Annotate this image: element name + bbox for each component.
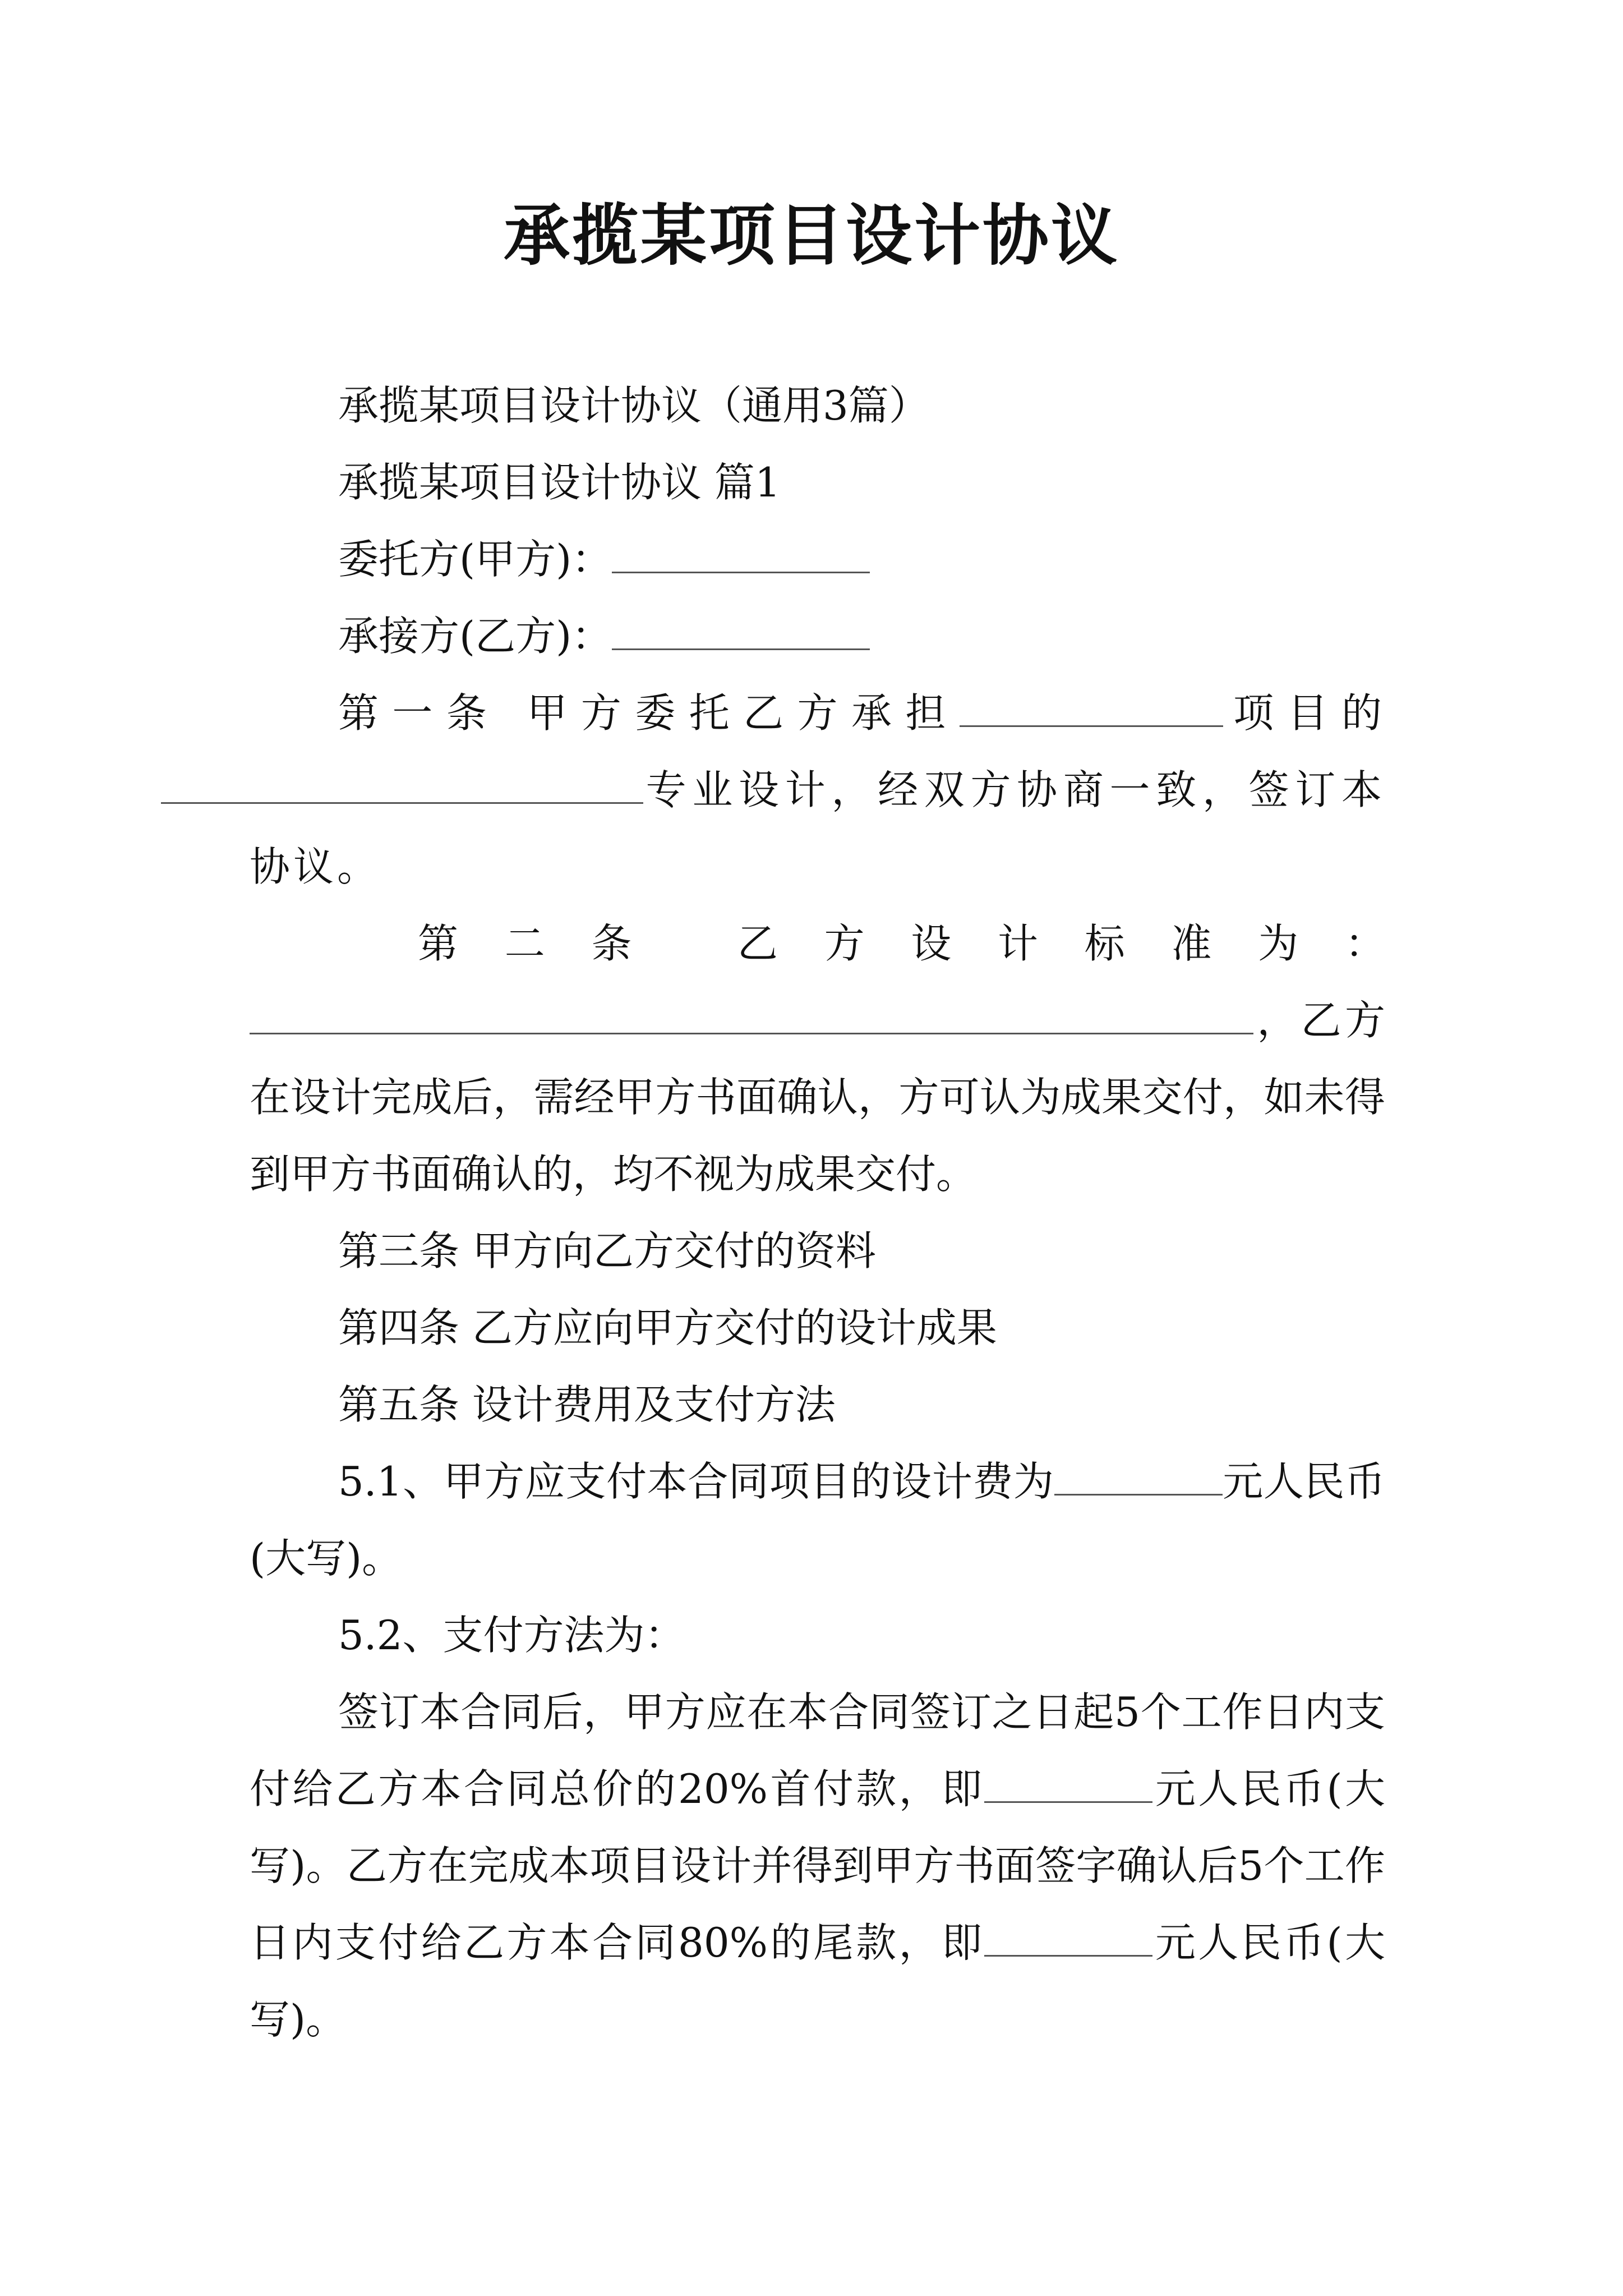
section-5-1-text-a: 5.1、甲方应支付本合同项目的设计费为 xyxy=(338,1458,1054,1505)
article-2 xyxy=(250,982,1385,1213)
part-title: 承揽某项目设计协议 篇1 xyxy=(338,459,781,506)
payment-text-b: 元人民币(大写)。乙方在完成本项目设计并得到甲方书面签字确认后5个工作日内支付给乙方本合同80%的尾款，即 xyxy=(250,1765,1385,1966)
party-a-line xyxy=(250,521,1385,598)
party-a-label: 委托方(甲方)： xyxy=(338,536,612,583)
article-1-blank-project xyxy=(960,686,1223,727)
article-1-text-a: 第一条 甲方委托乙方承担 xyxy=(338,689,960,737)
article-3: 第三条 甲方向乙方交付的资料 xyxy=(338,1227,876,1274)
section-5-1-blank-fee xyxy=(1054,1455,1223,1496)
section-5-1-text-b: 元人民币(大写)。 xyxy=(250,1458,1385,1582)
party-b-blank xyxy=(612,609,870,650)
payment-blank-down xyxy=(984,1762,1152,1803)
party-a-blank xyxy=(612,532,870,573)
article-1-text-b: 项目的 xyxy=(1223,689,1385,737)
article-2-heading: 第二条 乙方设计标准为： xyxy=(418,920,1385,967)
party-b-label: 承接方(乙方)： xyxy=(338,613,612,660)
article-2-text: ，乙方在设计完成后，需经甲方书面确认，方可认为成果交付，如未得到甲方书面确认的，均不视为成果交付。 xyxy=(250,997,1385,1198)
document-body xyxy=(250,367,1385,2058)
payment-terms xyxy=(250,1674,1385,2058)
article-1-text-c: 专业设计，经双方协商一致，签订本协议。 xyxy=(250,766,1385,890)
subtitle: 承揽某项目设计协议（通用3篇） xyxy=(338,382,929,429)
article-4: 第四条 乙方应向甲方交付的设计成果 xyxy=(338,1304,997,1351)
section-5-1 xyxy=(250,1443,1385,1597)
party-b-line xyxy=(250,598,1385,675)
article-2-blank-standard xyxy=(250,993,1253,1034)
payment-text-a: 签订本合同后，甲方应在本合同签订之日起5个工作日内支付给乙方本合同总价的20%首付款，即 xyxy=(250,1688,1385,1812)
payment-text-c: 元人民币(大写)。 xyxy=(250,1919,1385,2043)
section-5-2: 5.2、支付方法为： xyxy=(338,1612,685,1659)
payment-blank-final xyxy=(984,1916,1152,1957)
article-1 xyxy=(250,675,1385,905)
article-1-blank-specialty xyxy=(161,763,643,804)
document-title: 承揽某项目设计协议 xyxy=(503,196,1119,274)
article-5: 第五条 设计费用及支付方法 xyxy=(338,1381,836,1428)
